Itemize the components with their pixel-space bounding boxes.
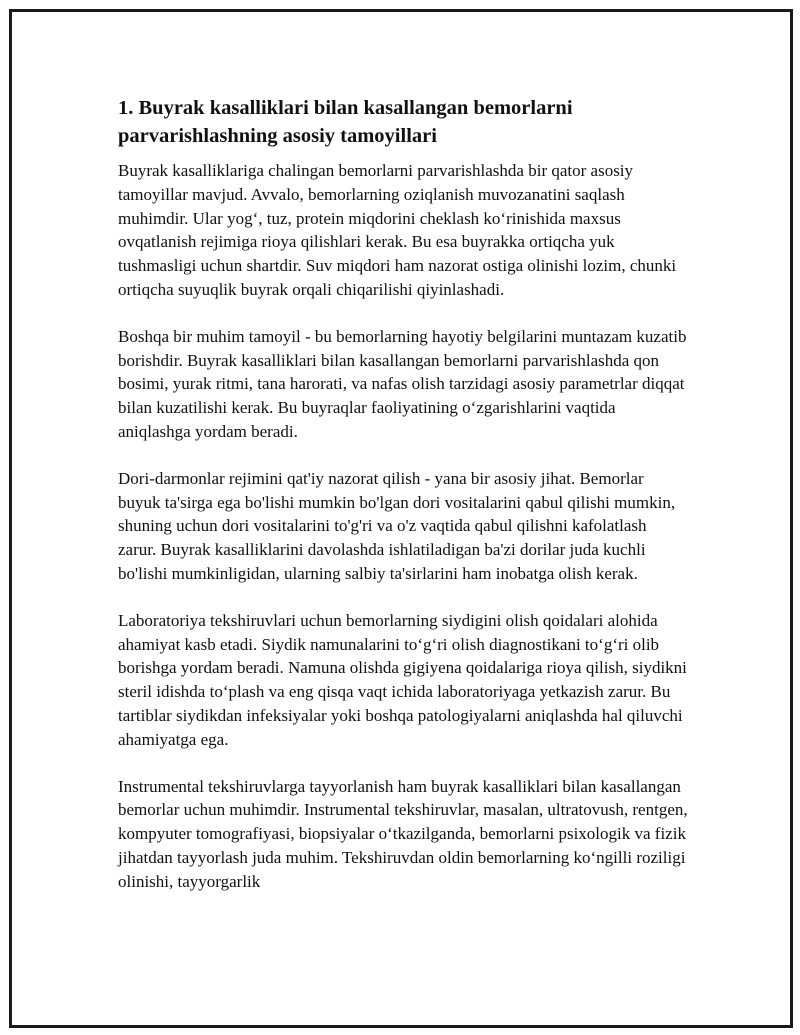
paragraph-instrumental: Instrumental tekshiruvlarga tayyorlanish ham buyrak kasalliklari bilan kasallangan bemorlar uchun muhimdir. Instrumental tekshiruvlar, masalan, ultratovush, rentgen, kompyuter tomografiyasi, biopsiyalar o‘tkazilganda, bemorlarni psixologik va fizik jihatdan tayyorlash juda muhim. Tekshiruvdan oldin bemorlarning ko‘ngilli roziligi olinishi, tayyorgarlik (118, 776, 688, 891)
paragraph-medication: Dori-darmonlar rejimini qat'iy nazorat qilish - yana bir asosiy jihat. Bemorlar buyuk ta'sirga ega bo'lishi mumkin bo'lgan dori vositalarini qabul qilishi mumkin, shuning uchun dori vositalarini to'g'ri va o'z vaqtida qabul qilishni kafolatlash zarur. Buyrak kasalliklarini davolashda ishlatiladigan ba'zi dorilar juda kuchli bo'lishi mumkinligidan, ularning salbiy ta'sirlarini ham inobatga olish kerak. (118, 468, 676, 583)
document-body (118, 94, 688, 917)
section-heading: 1. Buyrak kasalliklari bilan kasallangan bemorlarni parvarishlashning asosiy tamoyillari (118, 97, 573, 147)
paragraph-laboratory: Laboratoriya tekshiruvlari uchun bemorlarning siydigini olish qoidalari alohida ahamiyat kasb etadi. Siydik namunalarini to‘g‘ri olish diagnostikani to‘g‘ri olib borishga yordam beradi. Namuna olishda gigiyena qoidalariga rioya qilish, siydikni steril idishda to‘plash va eng qisqa vaqt ichida laboratoriyaga yetkazish zarur. Bu tartiblar siydikdan infeksiyalar yoki boshqa patologiyalarni aniqlashda hal qiluvchi ahamiyatga ega. (118, 610, 687, 749)
paragraph-vital-signs: Boshqa bir muhim tamoyil - bu bemorlarning hayotiy belgilarini muntazam kuzatib borishdir. Buyrak kasalliklari bilan kasallangan bemorlarni parvarishlashda qon bosimi, yurak ritmi, tana harorati, va nafas olish tarzidagi asosiy parametrlar diqqat bilan kuzatilishi kerak. Bu buyraqlar faoliyatining o‘zgarishlarini vaqtida aniqlashga yordam beradi. (118, 326, 687, 441)
paragraph-nutrition: Buyrak kasalliklariga chalingan bemorlarni parvarishlashda bir qator asosiy tamoyillar mavjud. Avvalo, bemorlarning oziqlanish muvozanatini saqlash muhimdir. Ular yog‘, tuz, protein miqdorini cheklash ko‘rinishida maxsus ovqatlanish rejimiga rioya qilishlari kerak. Bu esa buyrakka ortiqcha yuk tushmasligi uchun shartdir. Suv miqdori ham nazorat ostiga olinishi lozim, chunki ortiqcha suyuqlik buyrak orqali chiqarilishi qiyinlashadi. (118, 161, 677, 299)
